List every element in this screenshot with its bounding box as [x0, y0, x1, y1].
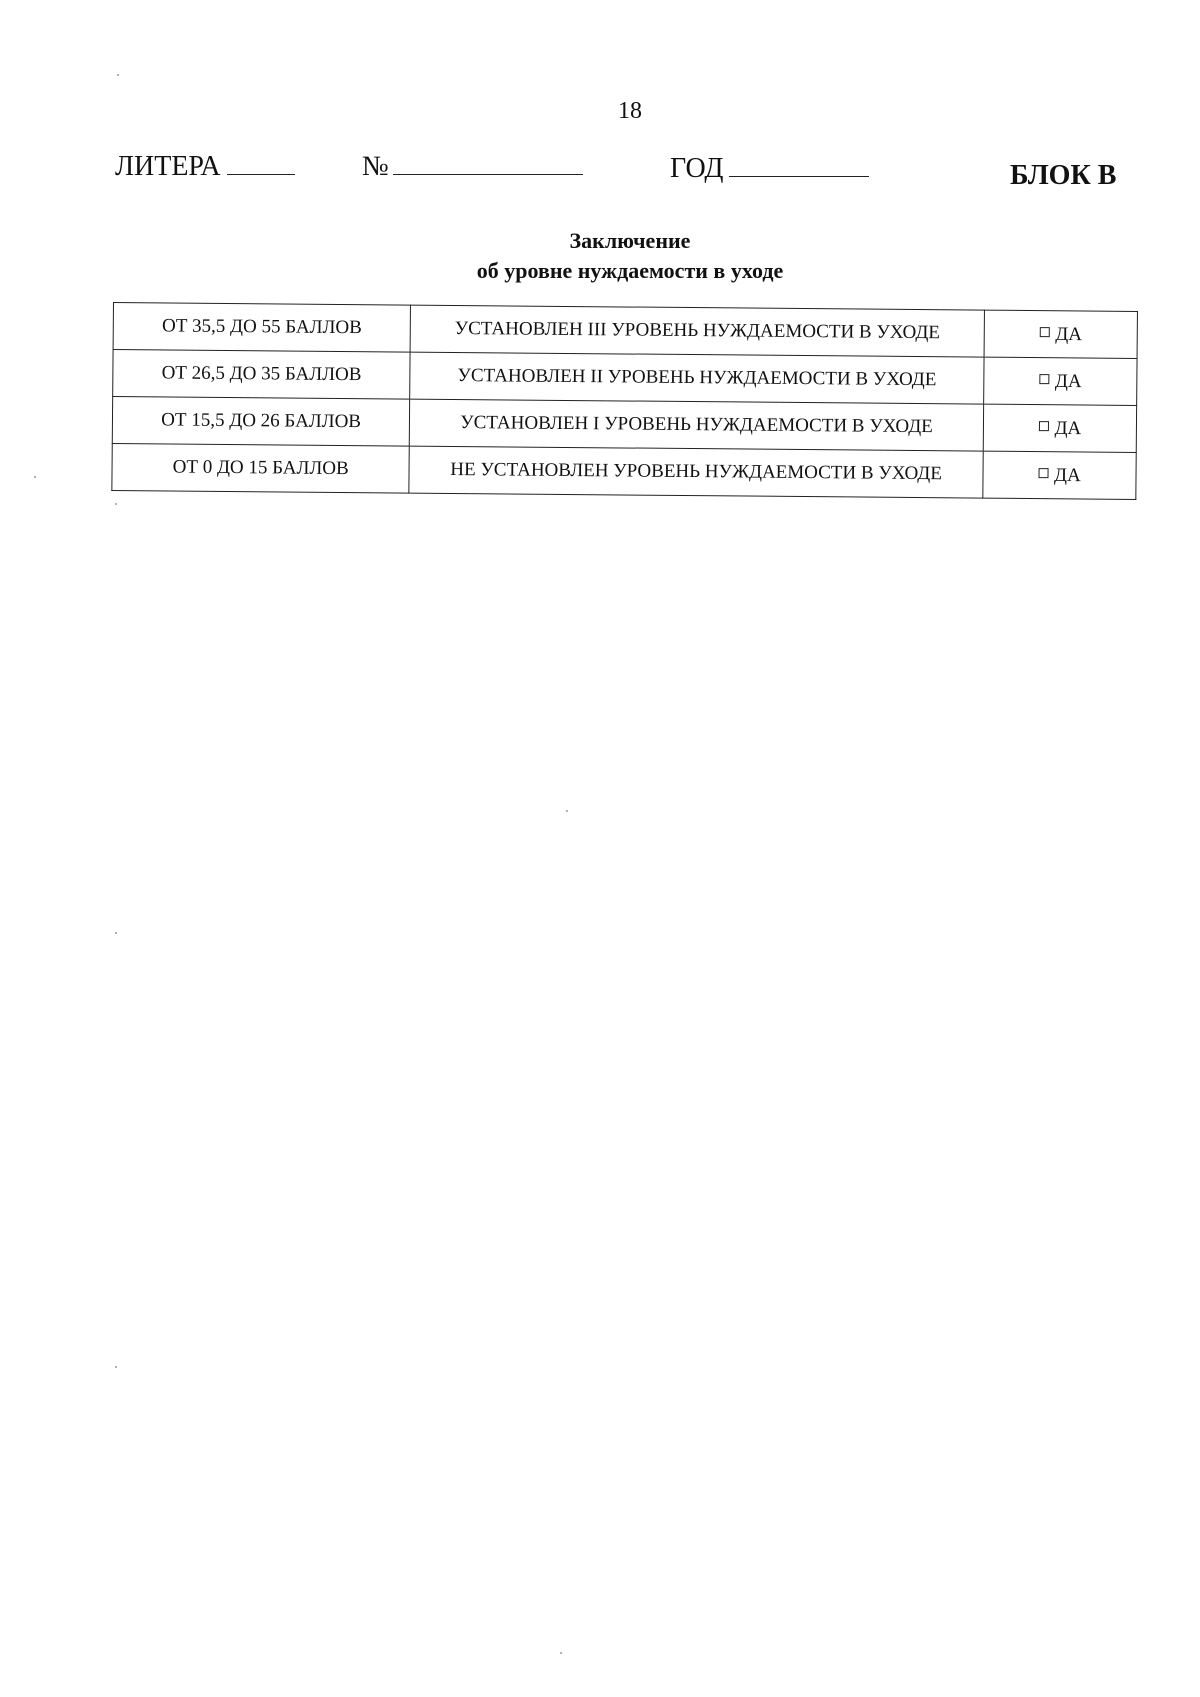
- answer-label: ДА: [1053, 464, 1081, 486]
- year-label: ГОД: [670, 153, 724, 184]
- scan-speck: [117, 74, 119, 76]
- score-range-cell: ОТ 26,5 ДО 35 БАЛЛОВ: [113, 350, 411, 400]
- checkbox-icon[interactable]: [1038, 468, 1048, 478]
- care-level-cell: НЕ УСТАНОВЛЕН УРОВЕНЬ НУЖДАЕМОСТИ В УХОДЕ: [409, 446, 983, 498]
- table-row: [112, 443, 1136, 499]
- scan-speck: [560, 1652, 562, 1654]
- scan-speck: [115, 1366, 117, 1368]
- litera-field: [115, 150, 295, 183]
- conclusion-table: [111, 302, 1138, 500]
- checkbox-icon[interactable]: [1039, 327, 1049, 337]
- checkbox-icon[interactable]: [1038, 421, 1048, 431]
- title-line-1: Заключение: [569, 228, 691, 253]
- care-level-cell: УСТАНОВЛЕН III УРОВЕНЬ НУЖДАЕМОСТИ В УХОДЕ: [410, 305, 984, 357]
- answer-label: ДА: [1055, 323, 1083, 345]
- block-label: БЛОК В: [1010, 160, 1117, 191]
- litera-blank-line[interactable]: [227, 150, 295, 175]
- care-level-cell: УСТАНОВЛЕН I УРОВЕНЬ НУЖДАЕМОСТИ В УХОДЕ: [410, 399, 984, 451]
- answer-label: ДА: [1054, 417, 1082, 439]
- answer-cell: [984, 310, 1138, 358]
- title-line-2: об уровне нуждаемости в уходе: [476, 258, 784, 283]
- answer-label: ДА: [1054, 370, 1082, 392]
- answer-cell: [983, 404, 1137, 452]
- answer-cell: [983, 357, 1137, 405]
- conclusion-title: [0, 226, 1200, 286]
- number-blank-line[interactable]: [393, 150, 583, 175]
- number-label: №: [362, 151, 389, 182]
- scan-speck: [566, 810, 568, 812]
- form-header: [0, 150, 1200, 195]
- score-range-cell: ОТ 35,5 ДО 55 БАЛЛОВ: [113, 303, 411, 353]
- score-range-cell: ОТ 0 ДО 15 БАЛЛОВ: [112, 443, 410, 493]
- scan-speck: [115, 503, 117, 505]
- page-number: 18: [618, 98, 642, 124]
- scan-speck: [115, 932, 117, 934]
- year-blank-line[interactable]: [729, 152, 869, 177]
- answer-cell: [983, 451, 1137, 499]
- care-level-cell: УСТАНОВЛЕН II УРОВЕНЬ НУЖДАЕМОСТИ В УХОДЕ: [410, 352, 984, 404]
- scan-speck: [34, 476, 36, 478]
- checkbox-icon[interactable]: [1039, 374, 1049, 384]
- number-field: [362, 150, 583, 183]
- year-field: [670, 152, 869, 185]
- score-range-cell: ОТ 15,5 ДО 26 БАЛЛОВ: [112, 397, 410, 447]
- litera-label: ЛИТЕРА: [115, 151, 221, 182]
